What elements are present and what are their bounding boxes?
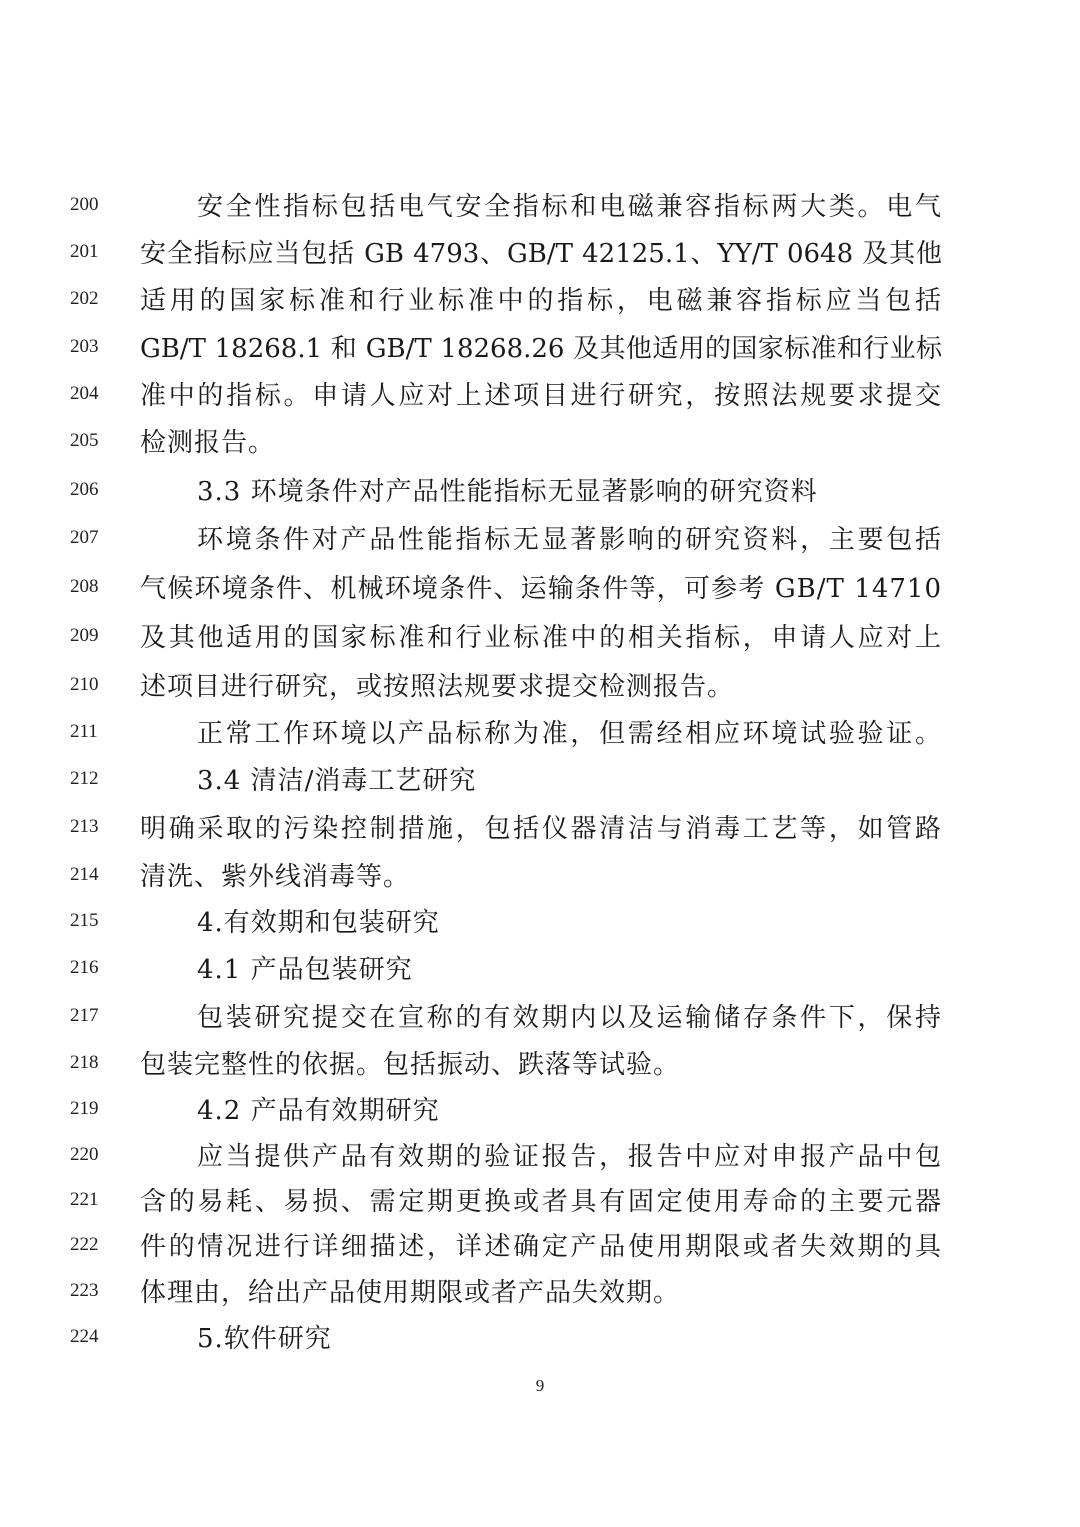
section-heading: 4.2 产品有效期研究 [197, 1096, 440, 1126]
text-line: 检测报告。 [140, 428, 276, 458]
text-line: 安全指标应当包括 GB 4793、GB/T 42125.1、YY/T 0648 及其他 [140, 239, 942, 269]
section-heading: 3.4 清洁/消毒工艺研究 [197, 766, 477, 796]
line-number: 203 [70, 336, 99, 357]
line-number: 210 [70, 674, 99, 695]
line-number: 213 [70, 816, 99, 837]
line-number: 223 [70, 1280, 99, 1301]
line-number: 209 [70, 625, 99, 646]
line-number: 208 [70, 576, 99, 597]
page-number: 9 [535, 1376, 545, 1395]
line-number: 204 [70, 383, 99, 404]
line-number: 218 [70, 1052, 99, 1073]
text-line: 清洗、紫外线消毒等。 [140, 862, 411, 892]
text-line: 环境条件对产品性能指标无显著影响的研究资料，主要包括 [197, 525, 942, 555]
line-number: 222 [70, 1234, 99, 1255]
text-line: 述项目进行研究，或按照法规要求提交检测报告。 [140, 672, 735, 702]
line-number: 219 [70, 1098, 99, 1119]
text-line: 含的易耗、易损、需定期更换或者具有固定使用寿命的主要元器 [140, 1187, 942, 1217]
line-number: 201 [70, 241, 99, 262]
line-number: 205 [70, 430, 99, 451]
section-heading: 3.3 环境条件对产品性能指标无显著影响的研究资料 [197, 477, 818, 507]
text-line: 件的情况进行详细描述，详述确定产品使用期限或者失效期的具 [140, 1232, 942, 1262]
line-number: 202 [70, 288, 99, 309]
text-line: 明确采取的污染控制措施，包括仪器清洁与消毒工艺等，如管路 [140, 814, 942, 844]
line-number: 200 [70, 194, 99, 215]
text-line: 及其他适用的国家标准和行业标准中的相关指标，申请人应对上 [140, 623, 942, 653]
line-number: 216 [70, 957, 99, 978]
text-line: 准中的指标。申请人应对上述项目进行研究，按照法规要求提交 [140, 381, 942, 411]
section-heading: 5.软件研究 [197, 1324, 332, 1354]
line-number: 212 [70, 768, 99, 789]
text-line: 安全性指标包括电气安全指标和电磁兼容指标两大类。电气 [197, 192, 942, 222]
line-number: 217 [70, 1005, 99, 1026]
line-number: 220 [70, 1144, 99, 1165]
text-line: 气候环境条件、机械环境条件、运输条件等，可参考 GB/T 14710 [140, 574, 942, 604]
line-number: 215 [70, 910, 99, 931]
text-line: 正常工作环境以产品标称为准，但需经相应环境试验验证。 [197, 719, 942, 749]
section-heading: 4.1 产品包装研究 [197, 955, 413, 985]
text-line: 包装研究提交在宣称的有效期内以及运输储存条件下，保持 [197, 1003, 942, 1033]
text-line: 应当提供产品有效期的验证报告，报告中应对申报产品中包 [197, 1142, 942, 1172]
text-line: 适用的国家标准和行业标准中的指标，电磁兼容指标应当包括 [140, 286, 942, 316]
line-number: 221 [70, 1189, 99, 1210]
line-number: 224 [70, 1326, 99, 1347]
line-number: 214 [70, 864, 99, 885]
line-number: 207 [70, 527, 99, 548]
text-line: 包装完整性的依据。包括振动、跌落等试验。 [140, 1050, 681, 1080]
line-number: 211 [70, 721, 98, 742]
line-number: 206 [70, 479, 99, 500]
section-heading: 4.有效期和包装研究 [197, 908, 440, 938]
text-line: GB/T 18268.1 和 GB/T 18268.26 及其他适用的国家标准和行业标 [140, 334, 942, 364]
text-line: 体理由，给出产品使用期限或者产品失效期。 [140, 1278, 681, 1308]
